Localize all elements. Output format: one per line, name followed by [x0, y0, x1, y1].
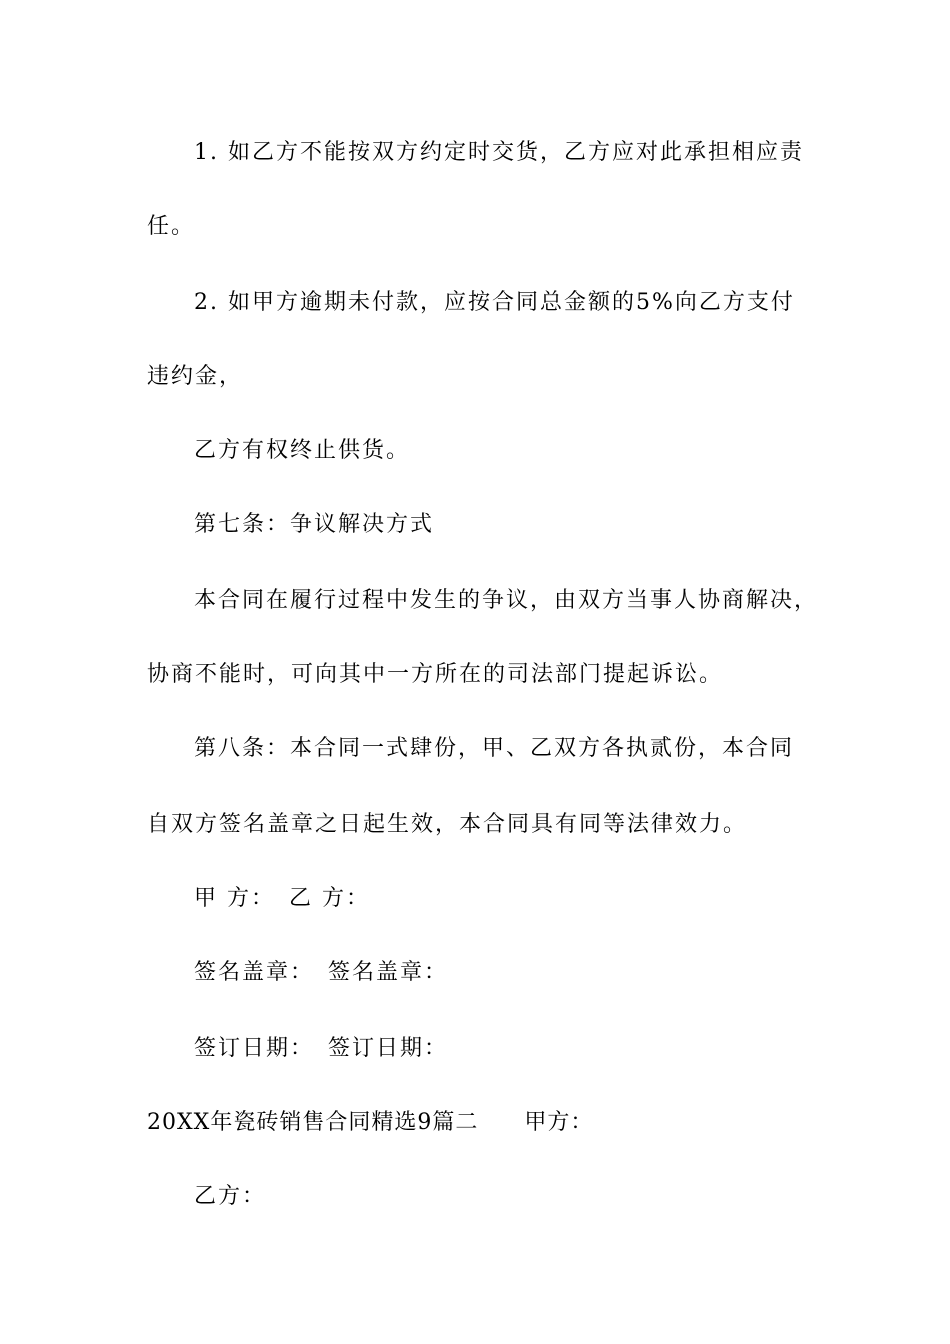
party-b-seal-label: 签名盖章： — [328, 960, 449, 985]
signature-seal-row — [147, 958, 874, 988]
clause-6-item-2-line-3: 乙方有权终止供货。 — [194, 438, 411, 463]
signature-party-row — [147, 884, 874, 914]
party-b-label: 乙 方： — [289, 886, 370, 911]
clause-6-item-2-line-1: 2. 如甲方逾期未付款，应按合同总金额的5%向乙方支付 — [194, 290, 795, 315]
section-two-party-a-label: 甲方： — [524, 1110, 594, 1135]
clause-6-item-2-line-2: 违约金， — [147, 364, 244, 389]
clause-8-line-1: 第八条：本合同一式肆份，甲、乙双方各执贰份，本合同 — [194, 736, 795, 761]
party-b-date-label: 签订日期： — [328, 1036, 449, 1061]
party-a-label: 甲 方： — [194, 886, 275, 911]
clause-7-body-line-1: 本合同在履行过程中发生的争议，由双方当事人协商解决， — [194, 588, 819, 613]
clause-6-item-1-line-2: 任。 — [147, 214, 196, 239]
section-two-heading: 20XX年瓷砖销售合同精选9篇二 — [147, 1110, 479, 1135]
clause-6-item-1-line-1: 1. 如乙方不能按双方约定时交货，乙方应对此承担相应责 — [194, 140, 804, 165]
clause-7-heading: 第七条：争议解决方式 — [194, 512, 435, 537]
party-a-seal-label: 签名盖章： — [194, 960, 315, 985]
signature-date-row — [147, 1034, 874, 1064]
section-two-heading-row — [147, 1108, 827, 1138]
party-a-date-label: 签订日期： — [194, 1036, 315, 1061]
section-two-party-b-label: 乙方： — [194, 1184, 267, 1209]
clause-8-line-2: 自双方签名盖章之日起生效，本合同具有同等法律效力。 — [147, 812, 748, 837]
clause-7-body-line-2: 协商不能时，可向其中一方所在的司法部门提起诉讼。 — [147, 662, 724, 687]
